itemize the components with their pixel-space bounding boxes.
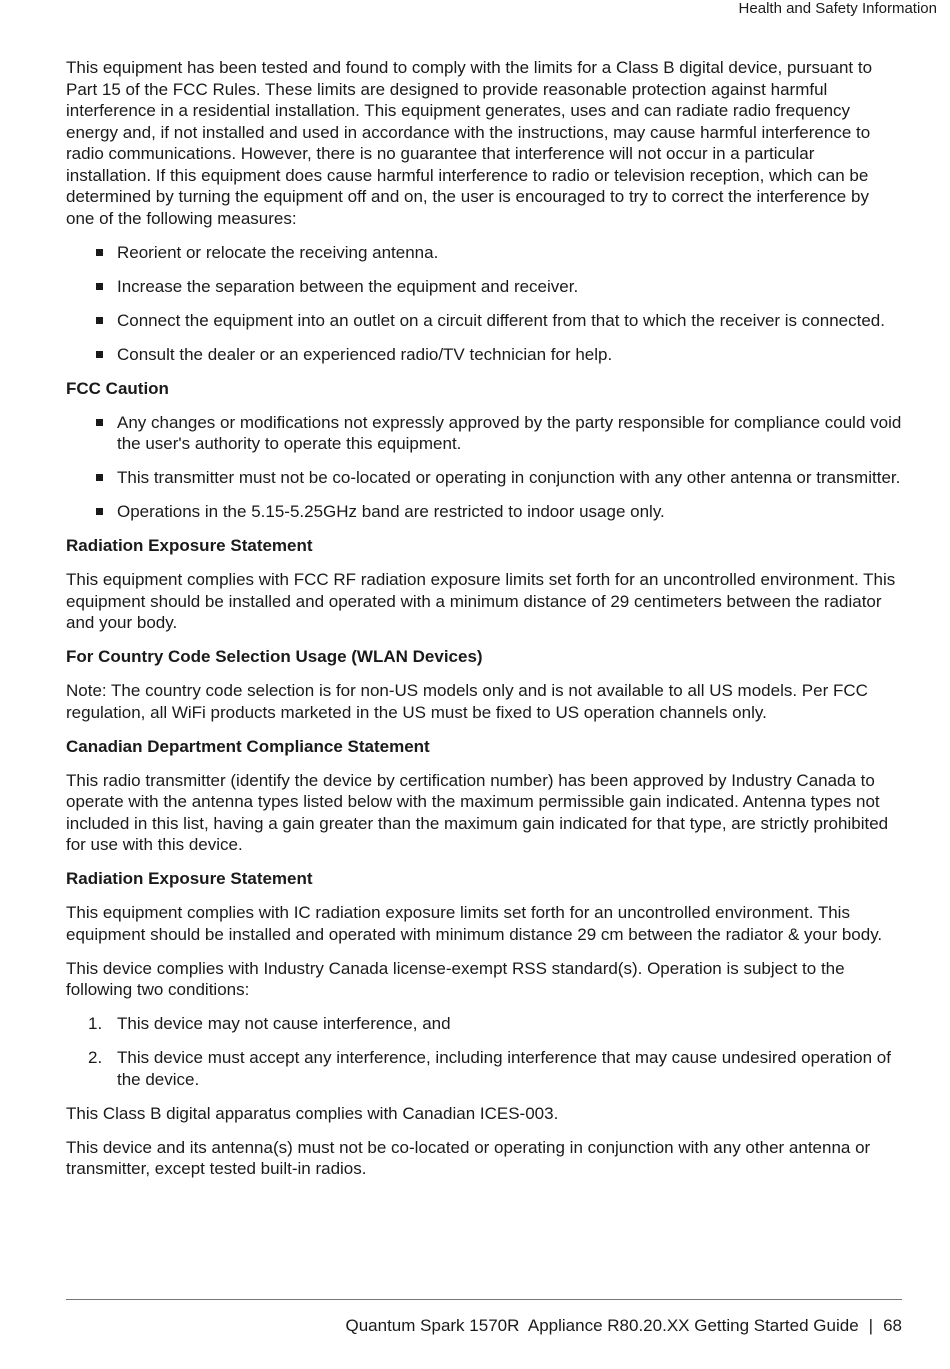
radiation-exposure-ic-heading: Radiation Exposure Statement	[66, 869, 313, 888]
list-item-text: Reorient or relocate the receiving antenna.	[117, 242, 439, 262]
ices-paragraph: This Class B digital apparatus complies with Canadian ICES-003.	[66, 1103, 559, 1123]
bullet-square-icon	[96, 508, 103, 515]
list-item-text: Any changes or modifications not expressly approved by the party responsible for compliance could void the user's authority to operate this equipment.	[117, 412, 902, 453]
bullet-square-icon	[96, 249, 103, 256]
list-number: 2.	[88, 1048, 103, 1067]
list-item	[66, 344, 902, 366]
list-item-text: Increase the separation between the equipment and receiver.	[117, 276, 579, 296]
colocation-paragraph: This device and its antenna(s) must not be co-located or operating in conjunction with any other antenna or transmitter, except tested built-in radios.	[66, 1137, 871, 1178]
conditions-list	[66, 1013, 902, 1090]
bullet-square-icon	[96, 317, 103, 324]
page-content	[66, 57, 902, 1192]
list-item-text: This device must accept any interference, including interference that may cause undesired operation of the device.	[117, 1048, 891, 1089]
list-item	[66, 310, 902, 332]
list-item-text: Connect the equipment into an outlet on a circuit different from that to which the receiver is connected.	[117, 310, 885, 330]
country-code-paragraph: Note: The country code selection is for non-US models only and is not available to all US models. Per FCC regulation, all WiFi products marketed in the US must be fixed to US operation channels only.	[66, 681, 868, 722]
bullet-square-icon	[96, 474, 103, 481]
list-item	[66, 412, 902, 455]
running-header: Health and Safety Information	[738, 0, 937, 17]
list-item	[66, 276, 902, 298]
radiation-exposure-fcc-paragraph: This equipment complies with FCC RF radiation exposure limits set forth for an uncontrolled environment. This equipment should be installed and operated with a minimum distance of 29 centimeters between the radiator and your body.	[66, 570, 896, 632]
fcc-caution-list	[66, 412, 902, 523]
list-item-text: Operations in the 5.15-5.25GHz band are restricted to indoor usage only.	[117, 502, 665, 521]
list-item	[66, 501, 902, 523]
canadian-compliance-paragraph: This radio transmitter (identify the device by certification number) has been approved by Industry Canada to operate with the antenna types listed below with the maximum permissible gain indicated. Antenna types not included in this list, having a gain greater than the maximum gain indicated for that type, are strictly prohibited for use with this device.	[66, 770, 889, 854]
radiation-exposure-fcc-heading: Radiation Exposure Statement	[66, 536, 313, 555]
intro-paragraph: This equipment has been tested and found to comply with the limits for a Class B digital device, pursuant to Part 15 of the FCC Rules. These limits are designed to provide reasonable protection against harmful interference in a residential installation. This equipment generates, uses and can radiate radio frequency energy and, if not installed and used in accordance with the instructions, may cause harmful interference to radio communications. However, there is no guarantee that interference will not occur in a particular installation. If this equipment does cause harmful interference to radio or television reception, which can be determined by turning the equipment off and on, the user is encouraged to try to correct the interference by one of the following measures:	[66, 58, 873, 228]
bullet-square-icon	[96, 419, 103, 426]
list-item	[66, 242, 902, 264]
list-item-text: This transmitter must not be co-located or operating in conjunction with any other antenna or transmitter.	[117, 468, 901, 487]
footer-divider	[66, 1299, 902, 1300]
list-item-text: Consult the dealer or an experienced radio/TV technician for help.	[117, 344, 613, 364]
list-item	[66, 467, 902, 489]
page-footer	[346, 1315, 903, 1336]
canadian-compliance-heading: Canadian Department Compliance Statement	[66, 736, 430, 756]
fcc-caution-heading: FCC Caution	[66, 378, 169, 398]
bullet-square-icon	[96, 351, 103, 358]
list-item	[66, 1013, 902, 1035]
interference-measures-list	[66, 242, 902, 366]
rss-paragraph: This device complies with Industry Canada license-exempt RSS standard(s). Operation is subject to the following two conditions:	[66, 958, 845, 999]
list-number: 1.	[88, 1014, 103, 1033]
bullet-square-icon	[96, 283, 103, 290]
footer-separator: |	[868, 1316, 874, 1335]
radiation-exposure-ic-paragraph: This equipment complies with IC radiation exposure limits set forth for an uncontrolled environment. This equipment should be installed and operated with minimum distance 29 cm between the radiator & your body.	[66, 903, 883, 944]
guide-title: Quantum Spark 1570R Appliance R80.20.XX Getting Started Guide	[345, 1316, 859, 1335]
country-code-heading: For Country Code Selection Usage (WLAN Devices)	[66, 647, 483, 666]
page-number: 68	[883, 1316, 902, 1335]
list-item-text: This device may not cause interference, and	[117, 1014, 451, 1033]
list-item	[66, 1047, 902, 1090]
